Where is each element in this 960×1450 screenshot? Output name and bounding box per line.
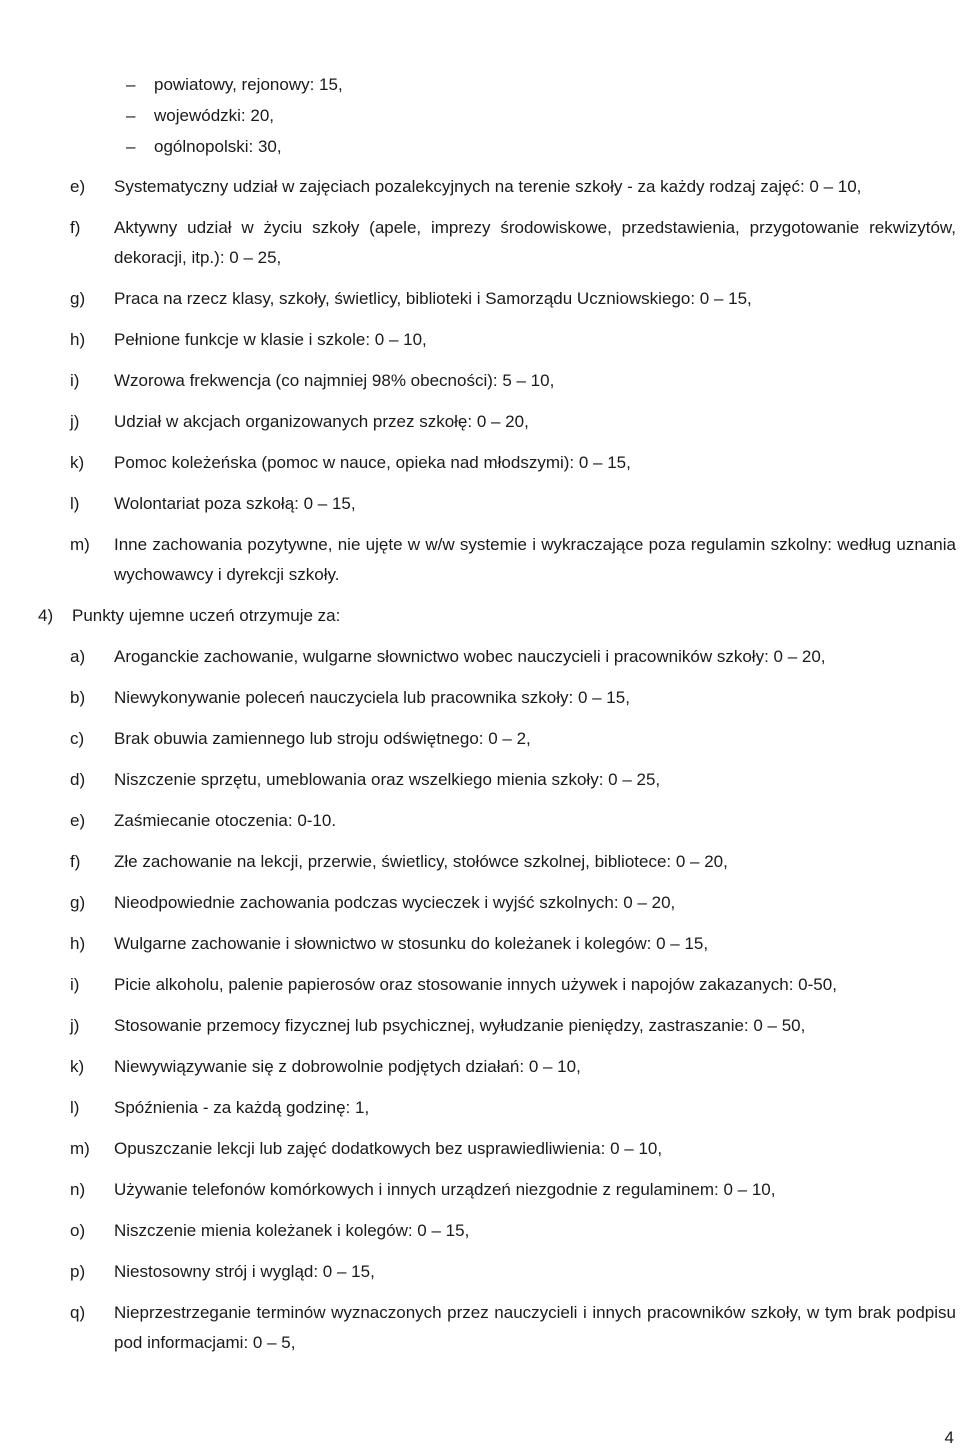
item-marker: a) — [70, 647, 86, 666]
list-item — [70, 806, 956, 836]
list-item — [70, 1298, 956, 1358]
item-marker: k) — [70, 453, 85, 472]
list-item-text: Praca na rzecz klasy, szkoły, świetlicy, biblioteki i Samorządu Uczniowskiego: 0 – 15, — [114, 289, 752, 308]
list-item-text: Nieodpowiednie zachowania podczas wycieczek i wyjść szkolnych: 0 – 20, — [114, 893, 676, 912]
list-item-text: Zaśmiecanie otoczenia: 0-10. — [114, 811, 337, 830]
item-marker: e) — [70, 811, 86, 830]
list-item-text: Stosowanie przemocy fizycznej lub psychicznej, wyłudzanie pieniędzy, zastraszanie: 0 – 50, — [114, 1016, 806, 1035]
list-item — [70, 1257, 956, 1287]
list-item — [70, 970, 956, 1000]
list-item-text: Wzorowa frekwencja (co najmniej 98% obecności): 5 – 10, — [114, 371, 555, 390]
item-marker: b) — [70, 688, 86, 707]
dash-marker: – — [126, 106, 136, 125]
list-item-text: Systematyczny udział w zajęciach pozalekcyjnych na terenie szkoły - za każdy rodzaj zajęć: 0 – 10, — [114, 177, 862, 196]
dash-list — [126, 70, 926, 163]
item-marker: i) — [70, 975, 80, 994]
list-item — [70, 888, 956, 918]
list-item — [70, 929, 956, 959]
item-marker: i) — [70, 371, 80, 390]
item-marker: m) — [70, 1139, 90, 1158]
item-marker: l) — [70, 1098, 80, 1117]
list-item — [70, 284, 956, 314]
list-item-text: Spóźnienia - za każdą godzinę: 1, — [114, 1098, 370, 1117]
list-item — [70, 683, 956, 713]
list-item-text: Brak obuwia zamiennego lub stroju odświętnego: 0 – 2, — [114, 729, 531, 748]
page-number: 4 — [944, 1428, 954, 1447]
list-item — [70, 530, 956, 590]
item-marker: f) — [70, 852, 81, 871]
item-marker: f) — [70, 218, 81, 237]
list-item-text: Aktywny udział w życiu szkoły (apele, imprezy środowiskowe, przedstawienia, przygotowanie rekwizytów, dekoracji, itp.): 0 – 25, — [114, 218, 956, 267]
list-item-text: Niestosowny strój i wygląd: 0 – 15, — [114, 1262, 375, 1281]
list-item — [70, 1052, 956, 1082]
list-item-text: Aroganckie zachowanie, wulgarne słownictwo wobec nauczycieli i pracowników szkoły: 0 – 20, — [114, 647, 826, 666]
positive-points-list — [70, 172, 956, 601]
item-marker: c) — [70, 729, 85, 748]
list-item-text: wojewódzki: 20, — [154, 106, 275, 125]
list-item — [70, 213, 956, 273]
list-item — [70, 325, 956, 355]
item-marker: j) — [70, 1016, 80, 1035]
list-item-text: Picie alkoholu, palenie papierosów oraz stosowanie innych używek i napojów zakazanych: 0-50, — [114, 975, 837, 994]
list-item-text: Używanie telefonów komórkowych i innych urządzeń niezgodnie z regulaminem: 0 – 10, — [114, 1180, 776, 1199]
list-item-text: Pomoc koleżeńska (pomoc w nauce, opieka nad młodszymi): 0 – 15, — [114, 453, 631, 472]
list-item — [70, 172, 956, 202]
list-item — [70, 765, 956, 795]
item-marker: g) — [70, 893, 86, 912]
heading-marker: 4) — [38, 606, 54, 625]
list-item — [126, 132, 926, 163]
heading-text: Punkty ujemne uczeń otrzymuje za: — [72, 606, 341, 625]
item-marker: m) — [70, 535, 90, 554]
dash-marker: – — [126, 137, 136, 156]
list-item — [70, 847, 956, 877]
list-item-text: Złe zachowanie na lekcji, przerwie, świetlicy, stołówce szkolnej, bibliotece: 0 – 20, — [114, 852, 728, 871]
list-item-text: Wulgarne zachowanie i słownictwo w stosunku do koleżanek i kolegów: 0 – 15, — [114, 934, 709, 953]
item-marker: k) — [70, 1057, 85, 1076]
item-marker: d) — [70, 770, 86, 789]
list-item-text: Niszczenie sprzętu, umeblowania oraz wszelkiego mienia szkoły: 0 – 25, — [114, 770, 661, 789]
section-heading — [38, 601, 918, 631]
item-marker: g) — [70, 289, 86, 308]
list-item — [70, 1216, 956, 1246]
list-item-text: Wolontariat poza szkołą: 0 – 15, — [114, 494, 356, 513]
list-item — [70, 1134, 956, 1164]
list-item — [70, 1175, 956, 1205]
item-marker: e) — [70, 177, 86, 196]
item-marker: q) — [70, 1303, 86, 1322]
item-marker: l) — [70, 494, 80, 513]
list-item-text: Opuszczanie lekcji lub zajęć dodatkowych bez usprawiedliwienia: 0 – 10, — [114, 1139, 663, 1158]
list-item-text: Pełnione funkcje w klasie i szkole: 0 – 10, — [114, 330, 427, 349]
list-item-text: Inne zachowania pozytywne, nie ujęte w w/w systemie i wykraczające poza regulamin szkolny: według uznania wychowawcy i dyrekcji szkoły. — [114, 535, 956, 584]
dash-marker: – — [126, 75, 136, 94]
list-item-text: Niewywiązywanie się z dobrowolnie podjętych działań: 0 – 10, — [114, 1057, 581, 1076]
list-item-text: Niewykonywanie poleceń nauczyciela lub pracownika szkoły: 0 – 15, — [114, 688, 630, 707]
item-marker: h) — [70, 934, 86, 953]
item-marker: n) — [70, 1180, 86, 1199]
list-item — [70, 407, 956, 437]
item-marker: j) — [70, 412, 80, 431]
list-item — [70, 1093, 956, 1123]
item-marker: p) — [70, 1262, 86, 1281]
item-marker: o) — [70, 1221, 86, 1240]
list-item — [70, 489, 956, 519]
item-marker: h) — [70, 330, 86, 349]
list-item — [70, 642, 956, 672]
list-item — [70, 366, 956, 396]
list-item-text: powiatowy, rejonowy: 15, — [154, 75, 343, 94]
list-item — [70, 1011, 956, 1041]
list-item-text: Nieprzestrzeganie terminów wyznaczonych przez nauczycieli i innych pracowników szkoły, w tym brak podpisu pod informacjami: 0 – 5, — [114, 1303, 956, 1352]
list-item-text: Udział w akcjach organizowanych przez szkołę: 0 – 20, — [114, 412, 529, 431]
list-item — [70, 448, 956, 478]
list-item — [70, 724, 956, 754]
negative-points-list — [70, 642, 956, 1369]
list-item — [126, 70, 926, 101]
list-item — [126, 101, 926, 132]
list-item-text: ogólnopolski: 30, — [154, 137, 282, 156]
list-item-text: Niszczenie mienia koleżanek i kolegów: 0 – 15, — [114, 1221, 470, 1240]
